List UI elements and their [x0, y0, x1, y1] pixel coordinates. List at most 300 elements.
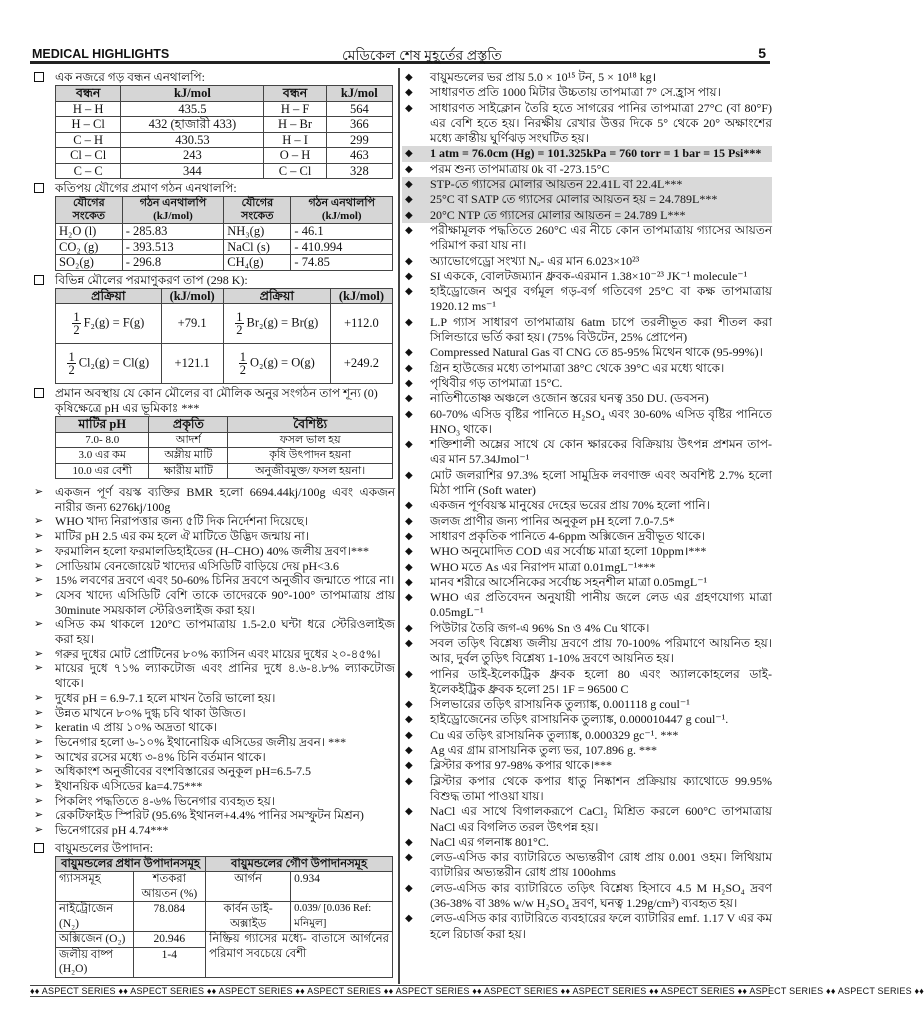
diamond-bullet-icon: ◆ — [405, 852, 413, 864]
list-item — [402, 407, 772, 438]
list-item-text: WHO খাদ্য নিরাপত্তার জন্য ৫টি দিক নির্দেশনা দিয়েছে। — [55, 514, 309, 529]
arrow-bullet-icon: ➢ — [34, 765, 44, 778]
list-item-text: ব্লিস্টার কপার থেকে কপার ধাতু নিষ্কাশন প্রক্রিয়ায় ক্যাথোডে 99.95% বিশুদ্ধ তামা পাওয়া যায়। — [430, 773, 772, 803]
list-item — [402, 284, 772, 315]
diamond-bullet-icon: ◆ — [405, 699, 413, 711]
left-column — [30, 68, 395, 983]
list-item-text: Cu এর তড়িৎ রাসায়নিক তুল্যাঙ্ক, 0.000329 gc⁻¹. *** — [430, 727, 679, 742]
list-item — [402, 208, 772, 223]
equation: F₂(g) = F(g) — [83, 315, 145, 330]
diamond-bullet-icon: ◆ — [405, 72, 413, 83]
section-heading — [30, 181, 395, 196]
fraction — [72, 311, 80, 336]
table-header: বন্ধন — [56, 86, 121, 102]
list-item-text: WHO মতে As এর নিরাপদ মাত্রা 0.01mgL⁻¹*** — [430, 559, 656, 574]
list-item — [30, 544, 395, 559]
arrow-bullet-icon: ➢ — [34, 735, 44, 748]
list-item — [402, 529, 772, 544]
arrow-bullet-icon: ➢ — [34, 574, 44, 587]
list-item — [402, 544, 772, 559]
table-cell: কার্বন ডাই-অক্সাইড — [206, 902, 291, 932]
arrow-bullet-icon: ➢ — [34, 515, 44, 528]
diamond-bullet-icon: ◆ — [405, 255, 413, 267]
heading-text: প্রমান অবস্থায় যে কোন মৌলের বা মৌলিক অনুর সংগঠন তাপ শূন্য (0) — [55, 386, 378, 400]
heading-text: কতিপয় যৌগের প্রমাণ গঠন এনথালপি: — [55, 181, 237, 195]
diamond-bullet-icon: ◆ — [405, 347, 413, 359]
table-cell — [223, 304, 330, 344]
diamond-bullet-icon: ◆ — [405, 163, 413, 175]
list-item-text: একজন পূর্ণবয়স্ক মানুষের দেহের ভরের প্রায় 70% হলো পানি। — [430, 498, 710, 513]
list-item-text: ভিনেগার হলো ৬-১০% ইথানোয়িক এসিডের জলীয় দ্রবন। *** — [55, 734, 347, 749]
diamond-bullet-icon: ◆ — [405, 668, 413, 680]
table-cell: 7.0- 8.0 — [56, 432, 149, 448]
formation-enthalpy-table — [55, 196, 393, 271]
list-item-text: L.P গ্যাস সাধারণ তাপমাত্রায় 6atm চাপে তরলীভূত করা শীতল করা সিলিন্ডারে ভর্তি করা হয়। (75% বিউটেন, 25% প্রোপেন) — [430, 314, 772, 345]
table-cell: 0.934 — [291, 872, 393, 902]
list-item-text: পরীক্ষামূলক পদ্ধতিতে 260°C এর নীচে কোন তাপমাত্রায় গ্যাসের আয়তন পরিমাপ করা যায় না। — [430, 222, 772, 253]
table-header: (kJ/mol) — [330, 288, 392, 304]
list-item-text: মায়ের দুধে ৭১% ল্যাকটোজ এবং প্রানির দুধে ৪.৬-৪.৮% ল্যাকটোজ থাকে। — [55, 661, 395, 691]
list-item — [402, 315, 772, 346]
list-item — [402, 376, 772, 391]
diamond-bullet-icon: ◆ — [405, 377, 413, 389]
list-item-text: NaCl এর সাথে বিগালকরূপে CaCl₂ মিশ্রিত করলে 600°C তাপমাত্রায় NaCl এর বিগলিত তরল উৎপন্ন হয়। — [430, 804, 772, 834]
table-cell: 463 — [326, 148, 392, 164]
table-cell: আর্গন — [206, 872, 291, 902]
arrow-bullet-icon: ➢ — [34, 691, 44, 704]
list-item-text: মানব শরীরে আর্সেনিকের সর্বোচ্চ সহনশীল মাত্রা 0.05mgL⁻¹ — [430, 574, 708, 589]
list-item — [30, 588, 395, 617]
list-item-text: WHO এর প্রতিবেদন অনুযায়ী পানীয় জলে লেড এর গ্রহণযোগ্য মাত্রা 0.05mgL⁻¹ — [430, 590, 772, 620]
table-cell: 328 — [326, 163, 392, 179]
list-item — [30, 823, 395, 838]
section-heading — [30, 70, 395, 85]
table-cell: +112.0 — [330, 304, 392, 344]
arrow-bullet-icon: ➢ — [34, 647, 44, 660]
square-bullet-icon — [34, 275, 44, 285]
table-cell: SO₂(g) — [56, 255, 123, 271]
column-divider — [398, 68, 400, 984]
list-item-text: পানির ডাই-ইলেকট্রিক ধ্রুবক হলো 80 এবং অ্যালকোহলের ডাই-ইলেকইট্রিক ধ্রুবক হলো 25। 1F = 96500 C — [430, 666, 772, 696]
list-item — [30, 529, 395, 544]
table-cell: 299 — [326, 132, 392, 148]
list-item-text: অধিকাংশ অনুজীবের বংশবিস্তারের অনুকূল pH=6.5-7.5 — [55, 764, 312, 779]
diamond-bullet-icon: ◆ — [405, 806, 413, 818]
atomization-heat-table — [55, 288, 393, 385]
table-header: kJ/mol — [326, 86, 392, 102]
table-header: গঠন এনথালপি (kJ/mol) — [291, 197, 393, 224]
diamond-bullet-icon: ◆ — [405, 224, 413, 236]
list-item — [402, 437, 772, 468]
diamond-bullet-icon: ◆ — [405, 408, 413, 420]
list-item — [402, 391, 772, 406]
table-cell: H₂O (l) — [56, 224, 123, 240]
list-item-text: STP-তে গ্যাসের মোলার আয়তন 22.41L বা 22.4L*** — [430, 177, 683, 192]
list-item-text: মাটির pH 2.5 এর কম হলে ঐ মাটিতে উদ্ভিদ জন্মায় না। — [55, 529, 310, 544]
table-header: গঠন এনথালপি (kJ/mol) — [122, 197, 224, 224]
list-item-text: NaCl এর গলনাঙ্ক 801°C. — [430, 834, 549, 849]
table-cell: H – Br — [264, 117, 326, 133]
diamond-bullet-icon: ◆ — [405, 913, 413, 925]
diamond-bullet-icon: ◆ — [405, 515, 413, 527]
table-header: প্রক্রিয়া — [223, 288, 330, 304]
table-header-row — [56, 197, 393, 224]
list-item-text: সোডিয়াম বেনজোয়েট খাদ্যের এসিডিটি বাড়িয়ে দেয় pH<3.6 — [55, 558, 339, 573]
list-item-text: 1 atm = 76.0cm (Hg) = 101.325kPa = 760 torr = 1 bar = 15 Psi*** — [430, 146, 762, 161]
list-item-text: আখের রসের মধ্যে ৩-৪% চিনি বর্তমান থাকে। — [55, 749, 266, 764]
page-number: 5 — [758, 45, 766, 61]
diamond-bullet-icon: ◆ — [405, 362, 413, 374]
table-header-row — [56, 86, 393, 102]
list-item-text: গরুর দুধের মোট প্রোটিনের ৮০% ক্যাসিন এবং মায়ের দুধের ২০-৪৫%। — [55, 646, 381, 661]
table-row — [56, 148, 393, 164]
arrow-bullet-icon: ➢ — [34, 750, 44, 763]
diamond-bullet-icon: ◆ — [405, 102, 413, 114]
table-cell: NaCl (s) — [224, 239, 291, 255]
table-cell: 366 — [326, 117, 392, 133]
table-cell: কৃষি উৎপাদন হয়না — [228, 448, 393, 464]
list-item — [402, 758, 772, 773]
list-item-text: শক্তিশালী অম্লের সাথে যে কোন ক্ষারকের বিক্রিয়ায় উৎপন্ন প্রশমন তাপ-এর মান 57.34Jmol⁻¹ — [430, 437, 772, 467]
section-heading — [30, 841, 395, 856]
table-cell: 20.946 — [133, 932, 205, 948]
heading-text: বিভিন্ন মৌলের পরমাণুকরণ তাপ (298 K): — [55, 272, 248, 287]
list-item — [402, 468, 772, 499]
list-item-text: 15% লবণের দ্রবণে এবং 50-60% চিনির দ্রবণে অনুজীব জন্মাতে পারে না। — [55, 573, 395, 588]
list-item — [30, 779, 395, 794]
table-row — [56, 117, 393, 133]
diamond-bullet-icon: ◆ — [405, 530, 413, 542]
table-cell: H – Cl — [56, 117, 121, 133]
square-bullet-icon — [34, 388, 44, 398]
table-cell: 432 (হাজারী 433) — [121, 117, 264, 133]
page-header — [30, 44, 770, 64]
table-cell: C – C — [56, 163, 121, 179]
table-row — [56, 163, 393, 179]
arrow-bullet-icon: ➢ — [34, 706, 44, 719]
list-item — [402, 85, 772, 100]
diamond-bullet-icon: ◆ — [405, 714, 413, 726]
table-cell — [56, 344, 162, 384]
list-item-text: অ্যাভোগেড্রো সংখ্যা Nₐ- এর মান 6.023×10²³ — [430, 253, 640, 268]
diamond-bullet-icon: ◆ — [405, 592, 413, 604]
table-row — [56, 448, 393, 464]
diamond-bullet-icon: ◆ — [405, 882, 413, 894]
table-header: প্রকৃতি — [149, 417, 228, 433]
list-item-text: মোট জলরাশির 97.3% হলো সামুদ্রিক লবণাক্ত এবং অবশিষ্ট 2.7% হলো মিঠা পানি (Soft water) — [430, 467, 772, 498]
table-cell: - 74.85 — [291, 255, 393, 271]
list-item-text: যেসব খাদ্যে এসিডিটি বেশি তাকে তাদেরকে 90°-100° তাপমাত্রায় প্রায় 30minute সময়কাল স্টেরিওলাইজ করা হয়। — [55, 587, 395, 617]
list-item-text: 20°C NTP তে গ্যাসের মোলার আয়তন = 24.789 L*** — [430, 207, 686, 222]
table-row — [56, 132, 393, 148]
list-item-text: সবল তড়িৎ বিশ্লেষ্য জলীয় দ্রবণে প্রায় 70-100% পরিমাণে আয়নিত হয়। আর, দুর্বল তুড়িৎ বিশ্লেষ্য 1-10% দ্রবণে আয়নিত হয়। — [430, 635, 772, 666]
list-item — [402, 177, 772, 192]
list-item — [402, 712, 772, 727]
list-item — [402, 804, 772, 835]
diamond-bullet-icon: ◆ — [405, 316, 413, 328]
list-item — [402, 345, 772, 360]
arrow-bullet-icon: ➢ — [34, 809, 44, 822]
table-cell: O – H — [264, 148, 326, 164]
table-note: নিষ্ক্রিয় গ্যাসের মধ্যে- বাতাসে আর্গনের পরিমাণ সবচেয়ে বেশী — [206, 932, 393, 978]
arrow-bullet-icon: ➢ — [34, 618, 44, 631]
fraction-numerator: 1 — [68, 350, 75, 364]
list-item — [30, 794, 395, 809]
list-item — [30, 647, 395, 662]
table-cell: NH₃(g) — [224, 224, 291, 240]
list-item — [30, 691, 395, 706]
equation: Br₂(g) = Br(g) — [246, 315, 319, 330]
list-item-text: keratin এ প্রায় ১০% অদ্রতা থাকে। — [55, 720, 218, 735]
list-item-text: পিউটার তৈরি জগ-এ 96% Sn ও 4% Cu থাকে। — [430, 620, 650, 635]
fraction-denominator: 2 — [68, 363, 75, 377]
table-cell: H – I — [264, 132, 326, 148]
section-heading — [30, 386, 395, 416]
table-cell: আদর্শ — [149, 432, 228, 448]
table-row — [56, 239, 393, 255]
table-cell: 430.53 — [121, 132, 264, 148]
table-row — [56, 255, 393, 271]
arrow-bullet-icon: ➢ — [34, 530, 44, 543]
diamond-bullet-icon: ◆ — [405, 194, 413, 206]
list-item — [30, 617, 395, 646]
list-item — [402, 590, 772, 621]
table-cell: জলীয় বাষ্প (H₂O) — [56, 947, 134, 977]
list-item — [402, 101, 772, 147]
atmosphere-table — [55, 856, 393, 978]
table-cell: CH₄(g) — [224, 255, 291, 271]
diamond-bullet-icon: ◆ — [405, 561, 413, 573]
table-cell: গ্যাসসমূহ — [56, 872, 134, 902]
table-cell: অক্সিজেন (O₂) — [56, 932, 134, 948]
list-item — [402, 697, 772, 712]
table-cell: - 296.8 — [122, 255, 224, 271]
table-cell: - 393.513 — [122, 239, 224, 255]
diamond-bullet-icon: ◆ — [405, 729, 413, 741]
fraction-numerator: 1 — [236, 310, 243, 324]
list-item-text: লেড-এসিড কার ব্যাটারিতে ব্যবহারের ফলে ব্যাটারির emf. 1.17 V এর কম হলে রিচার্জ করা হয়। — [430, 911, 772, 941]
arrow-bullet-icon: ➢ — [34, 794, 44, 807]
table-cell: C – Cl — [264, 163, 326, 179]
table-cell: ফসল ভাল হয় — [228, 432, 393, 448]
diamond-bullet-icon: ◆ — [405, 270, 413, 282]
fraction-numerator: 1 — [73, 310, 80, 324]
list-item-text: দুধের pH = 6.9-7.1 হলে মাখন তৈরি ভালো হয়। — [55, 690, 276, 705]
table-cell: - 285.83 — [122, 224, 224, 240]
table-cell: Cl – Cl — [56, 148, 121, 164]
page-footer: ♦♦ ASPECT SERIES ♦♦ ASPECT SERIES ♦♦ ASPECT SERIES ♦♦ ASPECT SERIES ♦♦ ASPECT SERIES ♦♦ ASPECT SERIES ♦♦ ASPECT SERIES ♦♦ ASPECT SERIES ♦♦ ASPECT SERIES ♦♦ ASPECT SERIES ♦♦ — [30, 986, 924, 996]
list-item — [402, 361, 772, 376]
diamond-bullet-icon: ◆ — [405, 637, 413, 649]
table-row — [56, 432, 393, 448]
diamond-bullet-icon: ◆ — [405, 393, 413, 405]
fraction-denominator: 2 — [239, 363, 246, 377]
table-row — [56, 224, 393, 240]
heading-text: এক নজরে গড় বন্ধন এনথালপি: — [55, 70, 206, 84]
list-item — [30, 808, 395, 823]
list-item — [402, 146, 772, 161]
list-item-text: WHO অনুমোদিত COD এর সর্বোচ্চ মাত্রা হলো 10ppm।*** — [430, 544, 707, 559]
table-cell: +249.2 — [330, 344, 392, 384]
table-cell: 243 — [121, 148, 264, 164]
table-row — [56, 463, 393, 479]
table-header: মাটির pH — [56, 417, 149, 433]
table-header: প্রক্রিয়া — [56, 288, 162, 304]
table-cell: অনুজীবমুক্ত/ ফসল হয়না। — [228, 463, 393, 479]
list-item-text: সাধারণ প্রকৃতিক পানিতে 4-6ppm অক্সিজেন দ্রবীভূত থাকে। — [430, 528, 706, 543]
list-item — [402, 162, 772, 177]
list-item-text: লেড-এসিড কার ব্যাটারিতে অভ্যন্তরীণ রোধ প্রায় 0.001 ওহম। লিথিয়াম ব্যাটারির অভ্যন্তরীন রোধ প্রায় 100ohms — [430, 850, 772, 880]
diamond-bullet-icon: ◆ — [405, 745, 413, 757]
table-header: যৌগের সংকেত — [56, 197, 123, 224]
table-cell: শতকরা আয়তন (%) — [133, 872, 205, 902]
table-cell: 3.0 এর কম — [56, 448, 149, 464]
table-header: যৌগের সংকেত — [224, 197, 291, 224]
table-cell: ক্ষারীয় মাটি — [149, 463, 228, 479]
soil-ph-table — [55, 416, 393, 479]
table-cell: 435.5 — [121, 101, 264, 117]
table-row — [56, 304, 393, 344]
diamond-bullet-icon: ◆ — [405, 179, 413, 191]
list-item — [402, 881, 772, 912]
fraction — [67, 351, 75, 376]
list-item-text: Ag এর গ্রাম রাসায়নিক তুল্য ভর, 107.896 g. *** — [430, 743, 658, 758]
book-title: মেডিকেল শেষ মুহূর্তের প্রস্তুতি — [342, 49, 502, 64]
arrow-bullet-icon: ➢ — [34, 780, 44, 793]
series-title: MEDICAL HIGHLIGHTS — [32, 47, 170, 61]
list-item — [402, 575, 772, 590]
table-cell: - 46.1 — [291, 224, 393, 240]
list-item-text: নাতিশীতোষ্ণ অঞ্চলে ওজোন স্তরের ঘনত্ব 350 DU. (ডবসন) — [430, 391, 709, 406]
fraction-numerator: 1 — [239, 350, 246, 364]
table-cell — [223, 344, 330, 384]
list-item-text: Compressed Natural Gas বা CNG তে 85-95% মিথেন থাকে (95-99%)। — [430, 345, 763, 360]
list-item-text: সিলভারের তড়িৎ রাসায়নিক তুল্যাঙ্ক, 0.001118 g coul⁻¹ — [430, 697, 690, 712]
diamond-bullet-icon: ◆ — [405, 469, 413, 481]
list-item-text: হাইড্রোজেন অণুর বর্গমূল গড়-বর্গ গতিবেগ 25°C বা কক্ষ তাপমাত্রায় 1920.12 ms⁻¹ — [430, 284, 772, 314]
fraction-denominator: 2 — [236, 323, 243, 337]
right-bullet-list — [402, 70, 772, 942]
diamond-bullet-icon: ◆ — [405, 209, 413, 221]
list-item-text: 25°C বা SATP তে গ্যাসের মোলার আয়তন হয় = 24.789L*** — [430, 192, 718, 207]
list-item — [30, 720, 395, 735]
list-item-text: SI এককে, বোলটজম্যান ধ্রুবক-এরমান 1.38×10⁻²³ JK⁻¹ molecule⁻¹ — [430, 268, 748, 283]
table-cell — [56, 304, 162, 344]
arrow-bullet-icon: ➢ — [34, 486, 44, 498]
list-item — [402, 498, 772, 513]
list-item-text: 60-70% এসিড বৃষ্টির পানিতে H₂SO₄ এবং 30-60% এসিড বৃষ্টির পানিতে HNO₃ থাকে। — [430, 406, 772, 436]
list-item-text: সাধারণত প্রতি 1000 মিটার উচ্চতায় তাপমাত্রা 7° সে.হ্রাস পায়। — [430, 85, 721, 100]
diamond-bullet-icon: ◆ — [405, 148, 413, 160]
square-bullet-icon — [34, 843, 44, 853]
list-item-text: লেড-এসিড কার ব্যাটারিতে তড়িৎ বিশ্লেষ্য হিসাবে 4.5 M H₂SO₄ দ্রবণ (36-38% বা 38% w/w H₂SO₄ দ্রবণ, ঘনত্ব 1.29g/cm³) ব্যবহৃত হয়। — [430, 880, 772, 911]
diamond-bullet-icon: ◆ — [405, 576, 413, 588]
table-cell: 344 — [121, 163, 264, 179]
heading-text: বায়ুমন্ডলের উপাদান: — [55, 840, 154, 855]
table-cell: 1-4 — [133, 947, 205, 977]
right-column — [402, 68, 772, 983]
list-item — [402, 774, 772, 805]
table-cell: CO₂ (g) — [56, 239, 123, 255]
fraction — [239, 351, 247, 376]
arrow-bullet-icon: ➢ — [34, 544, 44, 557]
table-header-row — [56, 417, 393, 433]
list-item — [402, 192, 772, 207]
equation: Cl₂(g) = Cl(g) — [78, 355, 150, 370]
arrow-bullet-icon: ➢ — [34, 559, 44, 572]
equation: O₂(g) = O(g) — [249, 355, 315, 370]
list-item — [402, 636, 772, 667]
diamond-bullet-icon: ◆ — [405, 546, 413, 558]
list-item — [402, 254, 772, 269]
table-header: বায়ুমন্ডলের গৌণ উপাদানসমূহ — [206, 856, 393, 872]
list-item — [402, 728, 772, 743]
table-row — [56, 101, 393, 117]
list-item-text: পৃথিবীর গড় তাপমাত্রা 15°C. — [430, 375, 563, 390]
table-cell: 0.039/ [0.036 Ref: মনিমুল] — [291, 902, 393, 932]
list-item-text: একজন পূর্ণ বয়স্ক ব্যক্তির BMR হলো 6694.44kj/100g এবং একজন নারীর জন্য 6276kj/100g — [55, 485, 395, 514]
square-bullet-icon — [34, 183, 44, 193]
list-item-text: এসিড কম থাকলে 120°C তাপমাত্রায় 1.5-2.0 ঘন্টা ধরে স্টেরিওলাইজ করা হয়। — [55, 617, 395, 647]
diamond-bullet-icon: ◆ — [405, 286, 413, 298]
diamond-bullet-icon: ◆ — [405, 439, 413, 451]
table-header-row — [56, 288, 393, 304]
diamond-bullet-icon: ◆ — [405, 836, 413, 848]
table-header: বৈশিষ্ট্য — [228, 417, 393, 433]
list-item — [30, 764, 395, 779]
list-item-text: গ্রিন হাউজের মধ্যে তাপমাত্রা 38°C থেকে 39°C এর মধ্যে থাকে। — [430, 360, 725, 375]
fraction — [235, 311, 243, 336]
list-item — [30, 735, 395, 750]
list-item — [30, 573, 395, 588]
list-item-text: বায়ুমন্ডলের ভর প্রায় 5.0 × 10¹⁵ টন, 5 × 10¹⁸ kg। — [430, 70, 657, 84]
list-item-text: ভিনেগারের pH 4.74*** — [55, 823, 169, 838]
diamond-bullet-icon: ◆ — [405, 500, 413, 512]
list-item-text: উন্নত মাখনে ৮০% দুগ্ধ চবি থাকা উজিত। — [55, 705, 246, 720]
list-item — [402, 667, 772, 698]
list-item — [402, 269, 772, 284]
arrow-bullet-icon: ➢ — [34, 824, 44, 837]
table-cell: 564 — [326, 101, 392, 117]
heading-text: কৃষিক্ষেত্রে pH এর ভূমিকাঃ *** — [55, 401, 200, 415]
diamond-bullet-icon: ◆ — [405, 775, 413, 787]
arrow-bullet-icon: ➢ — [34, 588, 44, 601]
diamond-bullet-icon: ◆ — [405, 87, 413, 99]
table-cell: 10.0 এর বেশী — [56, 463, 149, 479]
list-item — [402, 70, 772, 85]
list-item — [402, 223, 772, 254]
list-item — [402, 835, 772, 850]
list-item-text: ইথানয়িক এসিডের ka=4.75*** — [55, 779, 203, 794]
list-item-text: পিকলিং পদ্ধতিতে ৪-৬% ভিনেগার ব্যবহৃত হয়। — [55, 793, 276, 808]
diamond-bullet-icon: ◆ — [405, 622, 413, 634]
list-item — [30, 485, 395, 514]
list-item-text: ফরমালিন হলো ফরমালডিহাইডের (H–CHO) 40% জলীয় দ্রবণ।*** — [55, 543, 369, 558]
table-cell: H – H — [56, 101, 121, 117]
table-cell: অম্লীয় মাটি — [149, 448, 228, 464]
diamond-bullet-icon: ◆ — [405, 760, 413, 772]
table-cell: +121.1 — [161, 344, 223, 384]
table-cell: 78.084 — [133, 902, 205, 932]
square-bullet-icon — [34, 72, 44, 82]
list-item — [402, 911, 772, 942]
table-cell: - 410.994 — [291, 239, 393, 255]
list-item — [30, 750, 395, 765]
list-item — [30, 661, 395, 690]
bond-enthalpy-table — [55, 85, 393, 179]
table-header: (kJ/mol) — [161, 288, 223, 304]
list-item — [30, 514, 395, 529]
